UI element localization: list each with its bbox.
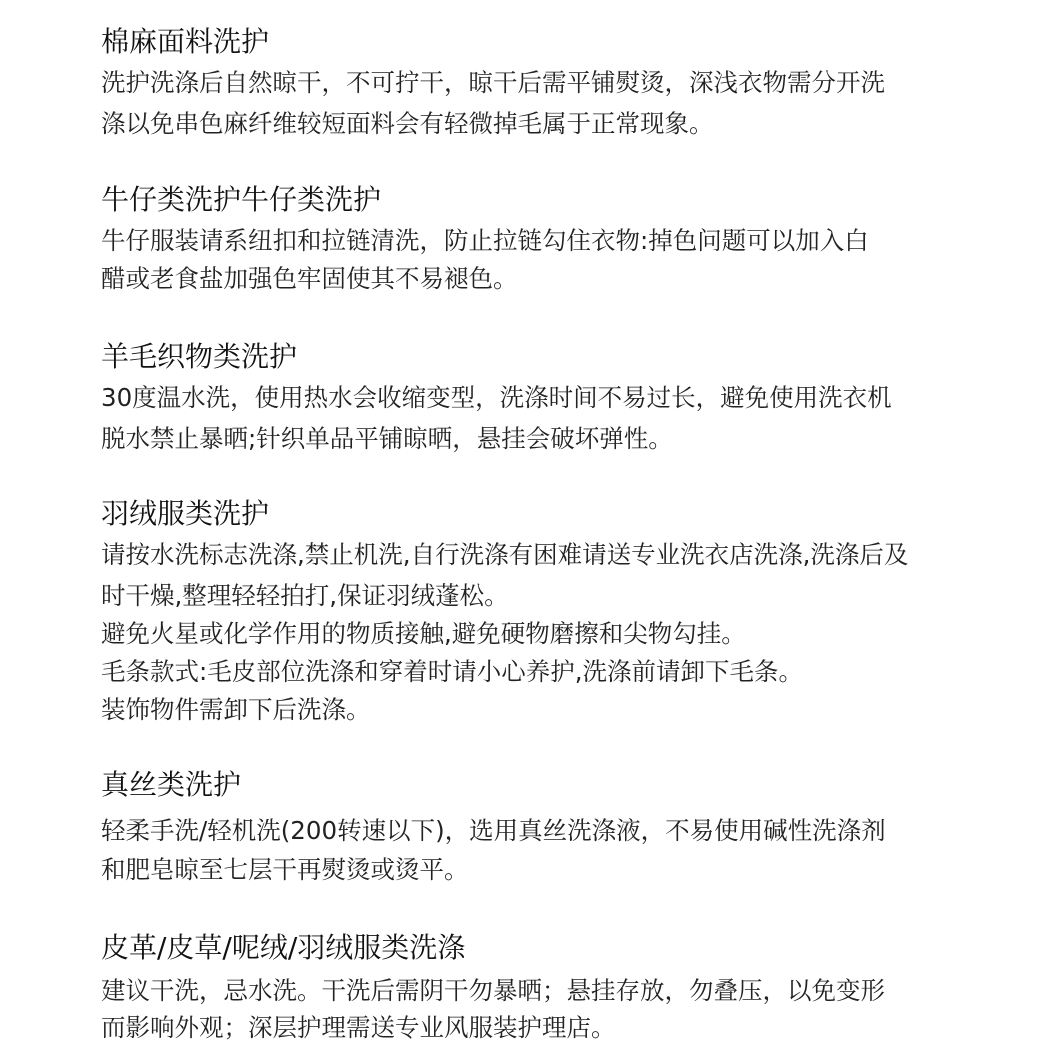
section-text-line: 牛仔服装请系纽扣和拉链清洗，防止拉链勾住衣物:掉色问题可以加入白 xyxy=(101,226,869,255)
section-text-line: 和肥皂晾至七层干再熨烫或烫平。 xyxy=(101,855,469,884)
section-text-line: 洗护洗涤后自然晾干，不可拧干，晾干后需平铺熨烫，深浅衣物需分开洗 xyxy=(101,68,885,97)
section-text-line: 请按水洗标志洗涤,禁止机洗,自行洗涤有困难请送专业洗衣店洗涤,洗涤后及 xyxy=(101,540,909,569)
section-heading-down-jacket: 羽绒服类洗护 xyxy=(101,497,270,530)
section-text-line: 时干燥,整理轻轻拍打,保证羽绒蓬松。 xyxy=(101,581,509,610)
section-text-line: 毛条款式:毛皮部位洗涤和穿着时请小心养护,洗涤前请卸下毛条。 xyxy=(101,657,804,686)
section-text-line: 醋或老食盐加强色牢固使其不易褪色。 xyxy=(101,264,518,293)
section-text-line: 避免火星或化学作用的物质接触,避免硬物磨擦和尖物勾挂。 xyxy=(101,619,746,648)
section-text-line: 30度温水洗，使用热水会收缩变型，洗涤时间不易过长，避免使用洗衣机 xyxy=(101,383,892,412)
section-text-line: 脱水禁止暴晒;针织单品平铺晾晒，悬挂会破坏弹性。 xyxy=(101,424,673,453)
section-text-line: 建议干洗，忌水洗。干洗后需阴干勿暴晒；悬挂存放，勿叠压，以免变形 xyxy=(101,976,885,1005)
section-heading-leather-fur: 皮革/皮草/呢绒/羽绒服类洗涤 xyxy=(101,931,466,964)
section-text-line: 轻柔手洗/轻机洗(200转速以下)，选用真丝洗涤液，不易使用碱性洗涤剂 xyxy=(101,816,886,845)
section-text-line: 而影响外观；深层护理需送专业风服装护理店。 xyxy=(101,1013,616,1042)
section-heading-cotton-linen: 棉麻面料洗护 xyxy=(101,25,270,58)
section-heading-wool: 羊毛织物类洗护 xyxy=(101,340,298,373)
section-heading-denim: 牛仔类洗护牛仔类洗护 xyxy=(101,183,382,216)
section-text-line: 涤以免串色麻纤维较短面料会有轻微掉毛属于正常现象。 xyxy=(101,109,714,138)
section-text-line: 装饰物件需卸下后洗涤。 xyxy=(101,695,371,724)
section-heading-silk: 真丝类洗护 xyxy=(101,768,242,801)
